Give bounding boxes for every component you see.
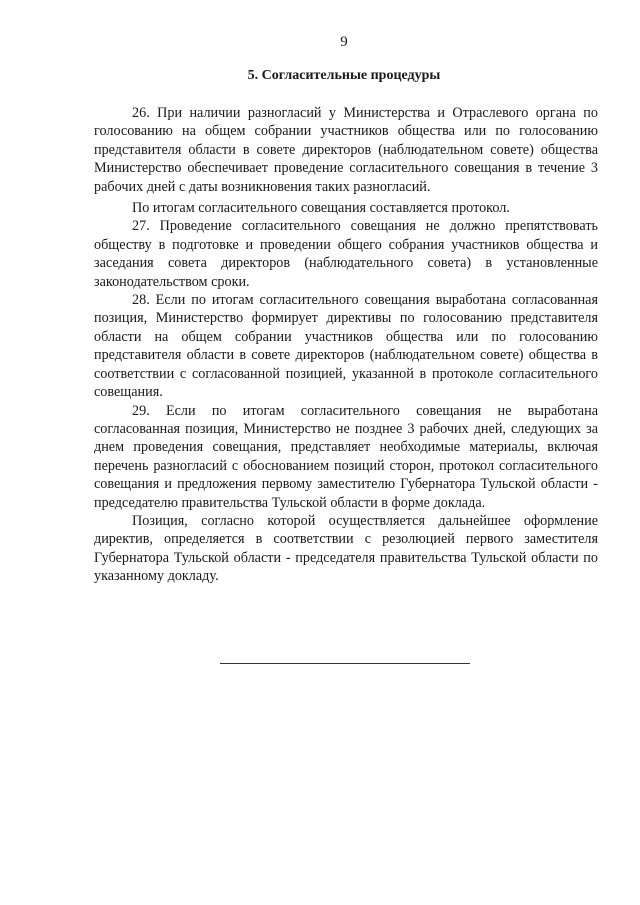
paragraph-26: 26. При наличии разногласий у Министерства и Отраслевого органа по голосованию на общем собрании участников общества или по голосованию представителя области в совете директоров (наблюдательном совете) общества Министерство обеспечивает проведение согласительного совещания в течение 3 рабочих дней с даты возникновения таких разногласий. <box>94 105 598 195</box>
page-number: 9 <box>340 34 348 50</box>
body-text <box>94 104 598 586</box>
paragraph-position: Позиция, согласно которой осуществляется дальнейшее оформление директив, определяется в соответствии с резолюцией первого заместителя Губернатора Тульской области - председателя правительства Тульской области по указанному докладу. <box>94 512 598 585</box>
paragraph-27: 27. Проведение согласительного совещания не должно препятствовать обществу в подготовке и проведении общего собрания участников общества и заседания совета директоров (наблюдательного совета) в установленные законодательством сроки. <box>94 218 598 290</box>
paragraph-28: 28. Если по итогам согласительного совещания выработана согласованная позиция, Министерство формирует директивы по голосованию представителя области на общем собрании участников общества или по голосованию представителя области в совете директоров (наблюдательном совете) общества в соответствии с согласованной позицией, указанной в протоколе согласительного совещания. <box>94 292 598 401</box>
paragraph-29: 29. Если по итогам согласительного совещания не выработана согласованная позиция, Министерство не позднее 3 рабочих дней, следующих за днем проведения совещания, представляет необходимые материалы, включая перечень разногласий с обоснованием позиций сторон, протокол согласительного совещания и предложения первому заместителю Губернатора Тульской области - председателю правительства Тульской области в форме доклада. <box>94 402 598 511</box>
section-heading: 5. Согласительные процедуры <box>247 68 441 83</box>
closing-rule <box>220 663 470 664</box>
paragraph-protocol: По итогам согласительного совещания составляется протокол. <box>132 200 510 217</box>
